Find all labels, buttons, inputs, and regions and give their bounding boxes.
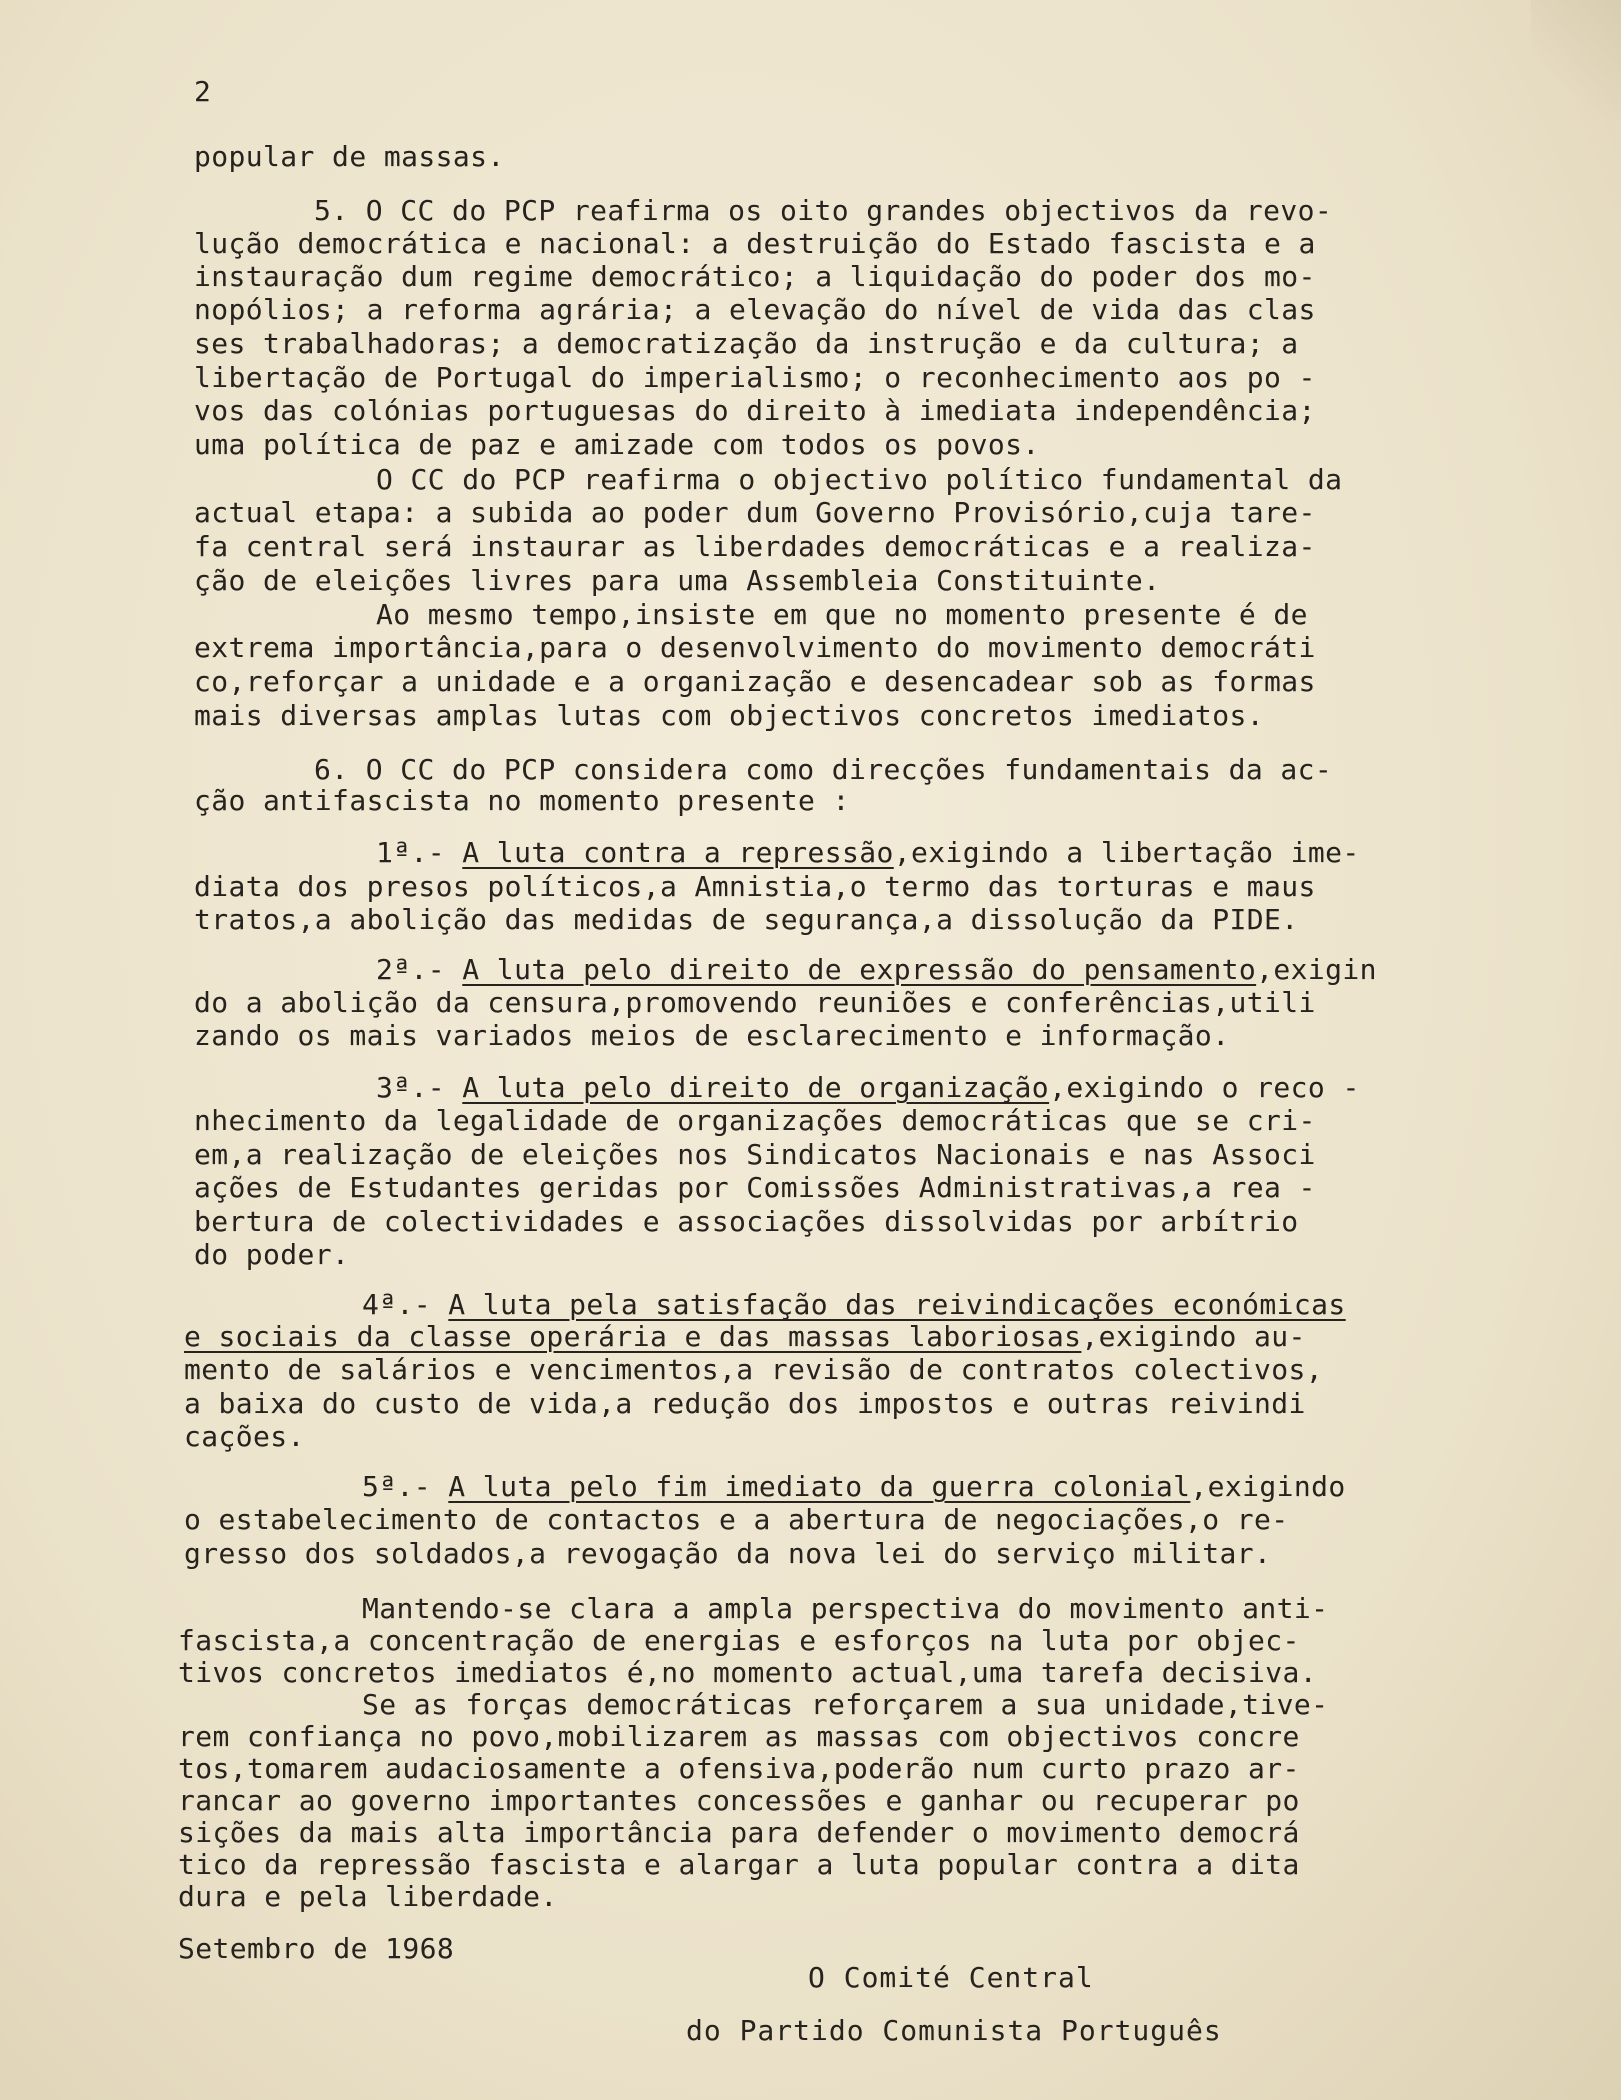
signature-line-1: O Comité Central	[808, 1961, 1094, 1994]
text-line: 5. O CC do PCP reafirma os oito grandes objectivos da revo-	[314, 194, 1333, 227]
direction-heading-rest: ,exigindo au-	[1081, 1320, 1306, 1353]
direction-number: 3ª.-	[376, 1071, 446, 1104]
text-line: tos,tomarem audaciosamente a ofensiva,poderão num curto prazo ar-	[178, 1752, 1300, 1785]
direction-heading: A luta pelo direito de expressão do pensamento	[462, 953, 1257, 986]
text-line: 6. O CC do PCP considera como direcções fundamentais da ac-	[314, 753, 1333, 786]
direction-heading: A luta contra a repressão	[462, 836, 894, 869]
page-number: 2	[194, 75, 212, 108]
direction-first-line	[376, 836, 1360, 869]
text-line: a baixa do custo de vida,a redução dos impostos e outras reivindi	[184, 1387, 1306, 1420]
text-line: instauração dum regime democrático; a liquidação do poder dos mo-	[194, 260, 1316, 293]
text-line: ses trabalhadoras; a democratização da instrução e da cultura; a	[194, 327, 1299, 360]
text-line: cações.	[184, 1420, 305, 1453]
text-line: mais diversas amplas lutas com objectivos concretos imediatos.	[194, 699, 1264, 732]
text-line: uma política de paz e amizade com todos os povos.	[194, 428, 1040, 461]
text-line: do poder.	[194, 1238, 350, 1271]
text-line: diata dos presos políticos,a Amnistia,o termo das torturas e maus	[194, 870, 1316, 903]
text-line: dura e pela liberdade.	[178, 1880, 558, 1913]
text-line: O CC do PCP reafirma o objectivo político fundamental da	[376, 463, 1343, 496]
direction-heading: A luta pelo direito de organização	[462, 1071, 1050, 1104]
text-line: Se as forças democráticas reforçarem a sua unidade,tive-	[362, 1688, 1329, 1721]
text-line: ção de eleições livres para uma Assembleia Constituinte.	[194, 564, 1161, 597]
paragraph-4-end: popular de massas.	[194, 140, 505, 173]
text-line: lução democrática e nacional: a destruição do Estado fascista e a	[194, 227, 1316, 260]
text-line: sições da mais alta importância para defender o movimento democrá	[178, 1816, 1300, 1849]
direction-heading-rest: ,exigindo a libertação ime-	[893, 836, 1360, 869]
text-line: ações de Estudantes geridas por Comissões Administrativas,a rea -	[194, 1171, 1316, 1204]
text-line: o estabelecimento de contactos e a abertura de negociações,o re-	[184, 1503, 1289, 1536]
direction-second-line	[184, 1320, 1306, 1353]
direction-heading-rest: ,exigin	[1256, 953, 1377, 986]
signature-line-2: do Partido Comunista Português	[686, 2014, 1222, 2047]
direction-first-line	[376, 1071, 1360, 1104]
text-line: fa central será instaurar as liberdades democráticas e a realiza-	[194, 530, 1316, 563]
text-line: co,reforçar a unidade e a organização e desencadear sob as formas	[194, 665, 1316, 698]
document-date: Setembro de 1968	[178, 1932, 455, 1965]
direction-number: 1ª.-	[376, 836, 446, 869]
text-line: Mantendo-se clara a ampla perspectiva do movimento anti-	[362, 1592, 1329, 1625]
text-line: libertação de Portugal do imperialismo; o reconhecimento aos po -	[194, 361, 1316, 394]
text-line: actual etapa: a subida ao poder dum Governo Provisório,cuja tare-	[194, 496, 1316, 529]
text-line: ção antifascista no momento presente :	[194, 784, 850, 817]
text-line: zando os mais variados meios de esclarecimento e informação.	[194, 1019, 1230, 1052]
text-line: nhecimento da legalidade de organizações democráticas que se cri-	[194, 1104, 1316, 1137]
text-line: do a abolição da censura,promovendo reuniões e conferências,utili	[194, 986, 1316, 1019]
direction-first-line	[376, 953, 1377, 986]
text-line: rem confiança no povo,mobilizarem as massas com objectivos concre	[178, 1720, 1300, 1753]
direction-heading-rest: ,exigindo	[1190, 1470, 1346, 1503]
text-line: em,a realização de eleições nos Sindicatos Nacionais e nas Associ	[194, 1138, 1316, 1171]
text-line: nopólios; a reforma agrária; a elevação do nível de vida das clas	[194, 293, 1316, 326]
text-line: fascista,a concentração de energias e esforços na luta por objec-	[178, 1624, 1300, 1657]
text-line: tivos concretos imediatos é,no momento actual,uma tarefa decisiva.	[178, 1656, 1317, 1689]
text-line: extrema importância,para o desenvolvimento do movimento democráti	[194, 631, 1316, 664]
direction-first-line	[362, 1470, 1346, 1503]
direction-first-line	[362, 1288, 1346, 1321]
text-line: tratos,a abolição das medidas de segurança,a dissolução da PIDE.	[194, 903, 1299, 936]
text-line: rancar ao governo importantes concessões e ganhar ou recuperar po	[178, 1784, 1300, 1817]
text-line: bertura de colectividades e associações dissolvidas por arbítrio	[194, 1205, 1299, 1238]
text-line: Ao mesmo tempo,insiste em que no momento presente é de	[376, 598, 1308, 631]
text-line: tico da repressão fascista e alargar a luta popular contra a dita	[178, 1848, 1300, 1881]
text-line: mento de salários e vencimentos,a revisão de contratos colectivos,	[184, 1353, 1323, 1386]
direction-number: 2ª.-	[376, 953, 446, 986]
direction-number: 5ª.-	[362, 1470, 432, 1503]
direction-heading: A luta pela satisfação das reivindicações económicas	[448, 1288, 1346, 1321]
text-line: gresso dos soldados,a revogação da nova lei do serviço militar.	[184, 1537, 1272, 1570]
text-line: vos das colónias portuguesas do direito à imediata independência;	[194, 394, 1316, 427]
direction-heading-rest: ,exigindo o reco -	[1049, 1071, 1360, 1104]
direction-number: 4ª.-	[362, 1288, 432, 1321]
direction-heading-continued: e sociais da classe operária e das massas laboriosas	[184, 1320, 1082, 1353]
direction-heading: A luta pelo fim imediato da guerra colonial	[448, 1470, 1191, 1503]
